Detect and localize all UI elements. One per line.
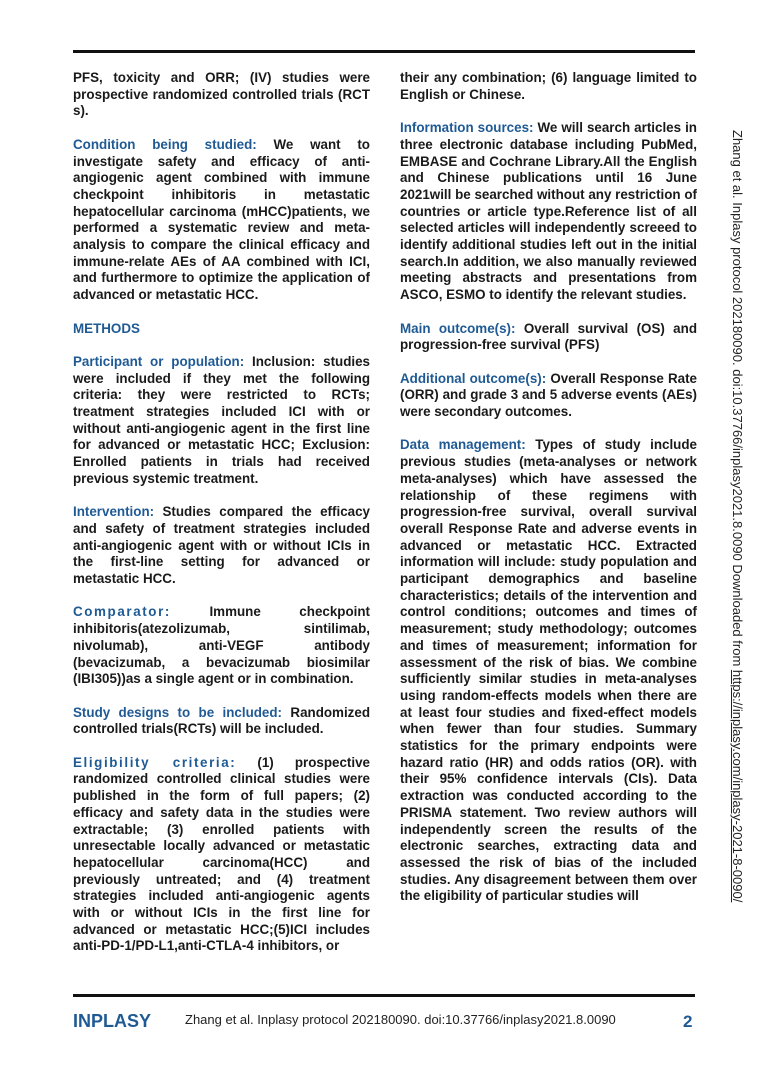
intro-continuation: PFS, toxicity and ORR; (IV) studies were prospective randomized controlled trials (RCT s). [73, 70, 370, 119]
eligibility-section [73, 755, 370, 955]
information-sources-section [400, 120, 697, 304]
additional-outcomes-label: Additional outcome(s): [400, 370, 547, 386]
participant-section [73, 354, 370, 488]
study-designs-section [73, 705, 370, 738]
main-outcomes-section [400, 321, 697, 354]
intervention-text: Studies compared the efficacy and safety of treatment strategies included anti-angiogenic agent with or without ICIs in the first-line setting for advanced or metastatic HCC. [73, 504, 370, 587]
eligibility-continuation: their any combination; (6) language limited to English or Chinese. [400, 70, 697, 102]
intervention-label: Intervention: [73, 504, 155, 520]
participant-text: Inclusion: studies were included if they met the following criteria: they were restricted to RCTs; treatment strategies included ICI with or without anti-angiogenic agent in the first line for advanced or metastatic HCC; Exclusion: Enrolled patients in trials had received previous systemic treatment. [73, 353, 370, 486]
additional-outcomes-section [400, 371, 697, 421]
data-management-section [400, 437, 697, 905]
side-download-note [730, 130, 745, 902]
condition-label: Condition being studied: [73, 136, 257, 152]
study-designs-text: Randomized controlled trials(RCTs) will be included. [73, 704, 370, 737]
comparator-text: Immune checkpoint inhibitoris(atezolizumab, sintilimab, nivolumab), anti-VEGF antibody (bevacizumab, a bevacizumab biosimilar (IBI305))as a single agent or in combination. [73, 604, 370, 687]
comparator-label: Comparator: [73, 604, 171, 620]
top-rule [73, 50, 695, 53]
data-management-text: Types of study include previous studies (meta-analyses or network meta-analyses) which have assessed the relationship of these regimens with progression-free survival, overall survival overall Response Rate and adverse events in advanced or metastatic HCC. Extracted information will include: study population and participant demographics and baseline characteristics; details of the intervention and control conditions; outcomes and times of measurement; study methodology; outcomes and times of measurement; information for assessment of the risk of bias. We combine sufficiently similar studies in meta-analyses using random-effects models when there are at least four studies and fixed-effect models when fewer than four studies. Summary statistics for the primary endpoints were hazard ratio (HR) and odds ratios (OR). with their 95% confidence intervals (CIs). Data extraction was conducted according to the PRISMA statement. Two review authors will independently screen the results of the electronic searches, extracting data and assessed the risk of bias of the included studies. Any disagreement between them over the eligibility of particular studies will [400, 437, 697, 904]
side-note-link[interactable]: https://inplasy.com/inplasy-2021-8-0090/ [730, 669, 745, 903]
participant-label: Participant or population: [73, 353, 245, 369]
right-column [400, 70, 697, 922]
main-outcomes-text: Overall survival (OS) and progression-free survival (PFS) [400, 320, 697, 353]
condition-section [73, 137, 370, 304]
bottom-rule [73, 994, 695, 997]
main-outcomes-label: Main outcome(s): [400, 320, 516, 336]
methods-heading: METHODS [73, 320, 140, 336]
information-sources-text: We will search articles in three electronic database including PubMed, EMBASE and Cochrane Library.All the English and Chinese publications until 16 June 2021will be searched without any restriction of countries or article type.Reference list of all selected articles will independently screeed to identify additional studies left out in the initial search.In addition, we also manually reviewed meeting abstracts and presentations from ASCO, ESMO to identify the relevant studies. [400, 120, 697, 303]
study-designs-label: Study designs to be included: [73, 704, 283, 720]
left-column [73, 70, 370, 972]
condition-text: We want to investigate safety and efficacy of anti-angiogenic agent combined with immune checkpoint inhibitoris in metastatic hepatocellular carcinoma (mHCC)patients, we performed a systematic review and meta-analysis to compare the clinical efficacy and immune-relate AEs of AA combined with ICI, and furthermore to optimize the application of advanced or metastatic HCC. [73, 136, 370, 303]
side-note-text: Zhang et al. Inplasy protocol 202180090. doi:10.37766/inplasy2021.8.0090 Downloaded from [730, 130, 745, 670]
footer-brand-logo: INPLASY [73, 1011, 152, 1031]
intervention-section [73, 504, 370, 588]
information-sources-label: Information sources: [400, 120, 534, 136]
eligibility-label: Eligibility criteria: [73, 754, 237, 770]
footer-citation: Zhang et al. Inplasy protocol 202180090. doi:10.37766/inplasy2021.8.0090 [185, 1012, 616, 1027]
data-management-label: Data management: [400, 437, 526, 453]
eligibility-text: (1) prospective randomized controlled clinical studies were published in the form of full papers; (2) efficacy and safety data in the studies were extractable; (3) enrolled patients with unresectable locally advanced or metastatic hepatocellular carcinoma(HCC) and previously untreated; and (4) treatment strategies included anti-angiogenic agents with or without ICIs in the first line for advanced or metastatic HCC;(5)ICI includes anti-PD-1/PD-L1,anti-CTLA-4 inhibitors, or [73, 754, 370, 954]
additional-outcomes-text: Overall Response Rate (ORR) and grade 3 and 5 adverse events (AEs) were secondary outcomes. [400, 370, 697, 420]
comparator-section [73, 604, 370, 688]
page-number: 2 [683, 1012, 693, 1031]
